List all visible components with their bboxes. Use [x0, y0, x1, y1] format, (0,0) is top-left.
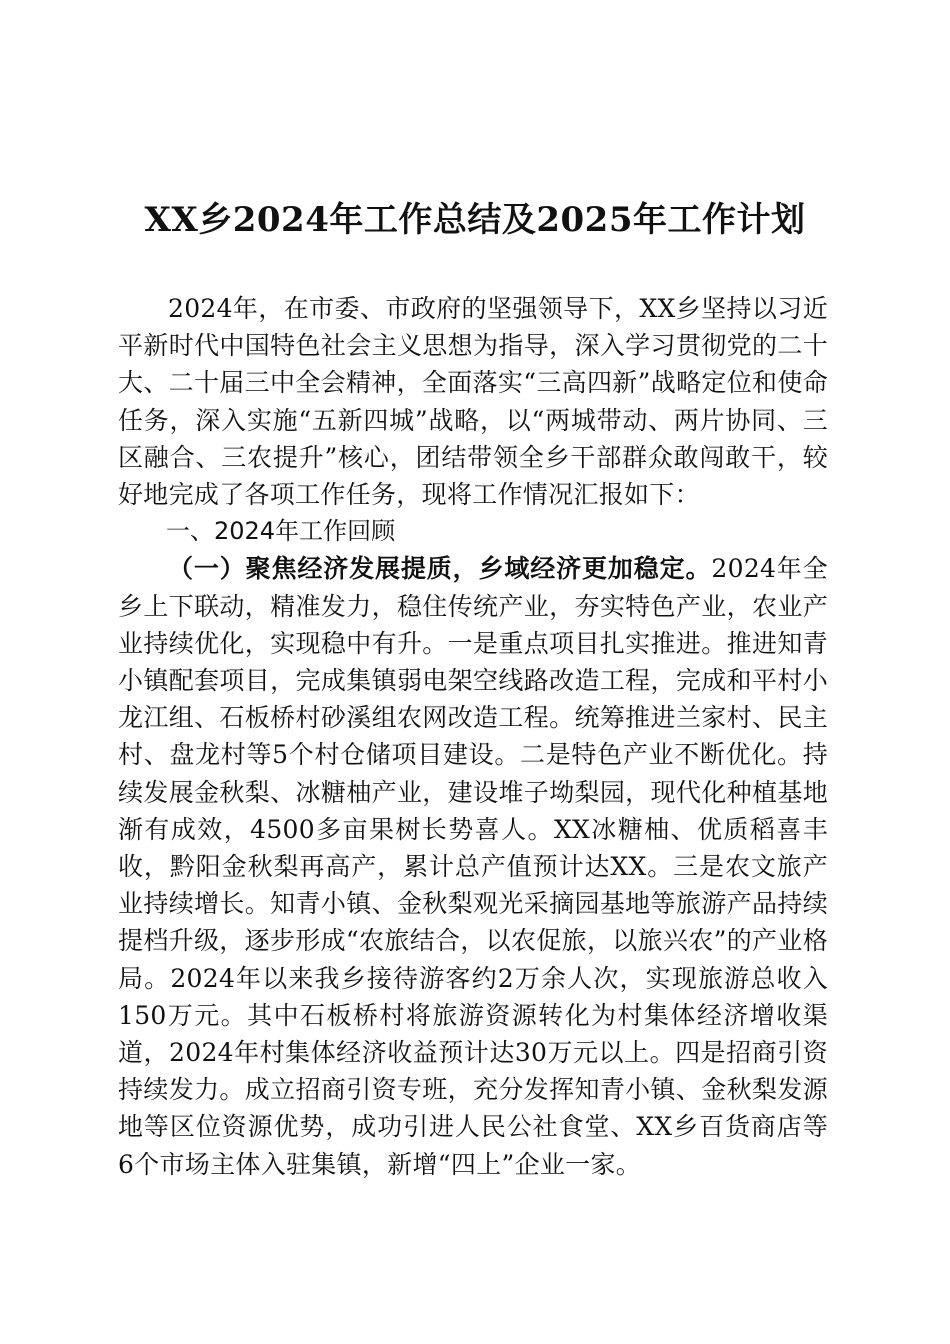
subsection-body-economy: 2024年全乡上下联动，精准发力，稳住传统产业，夯实特色产业，农业产业持续优化，实现稳中有升。一是重点项目扎实推进。推进知青小镇配套项目，完成集镇弱电架空线路改造工程，完成和平村小龙江组、石板桥村砂溪组农网改造工程。统筹推进兰家村、民主村、盘龙村等5个村仓储项目建设。二是特色产业不断优化。持续发展金秋梨、冰糖柚产业，建设堆子坳梨园，现代化种植基地渐有成效，4500多亩果树长势喜人。XX冰糖柚、优质稻喜丰收，黔阳金秋梨再高产，累计总产值预计达XX。三是农文旅产业持续增长。知青小镇、金秋梨观光采摘园基地等旅游产品持续提档升级，逐步形成“农旅结合，以农促旅，以旅兴农”的产业格局。2024年以来我乡接待游客约2万余人次，实现旅游总收入150万元。其中石板桥村将旅游资源转化为村集体经济增收渠道，2024年村集体经济收益预计达30万元以上。四是招商引资持续发力。成立招商引资专班，充分发挥知青小镇、金秋梨发源地等区位资源优势，成功引进人民公社食堂、XX乡百货商店等6个市场主体入驻集镇，新增“四上”企业一家。	[118, 554, 828, 1179]
document-body	[118, 290, 828, 1183]
section-heading-work-review: 一、2024年工作回顾	[166, 517, 396, 546]
intro-paragraph: 2024年，在市委、市政府的坚强领导下，XX乡坚持以习近平新时代中国特色社会主义思想为指导，深入学习贯彻党的二十大、二十届三中全会精神，全面落实“三高四新”战略定位和使命任务，深入实施“五新四城”战略，以“两城带动、两片协同、三区融合、三农提升”核心，团结带领全乡干部群众敢闯敢干，较好地完成了各项工作任务，现将工作情况汇报如下：	[118, 294, 828, 510]
subsection-heading-economy: （一）聚焦经济发展提质，乡域经济更加稳定。	[168, 554, 712, 584]
subsection-economy-paragraph	[118, 550, 828, 1182]
document-title: XX乡2024年工作总结及2025年工作计划	[144, 200, 806, 240]
